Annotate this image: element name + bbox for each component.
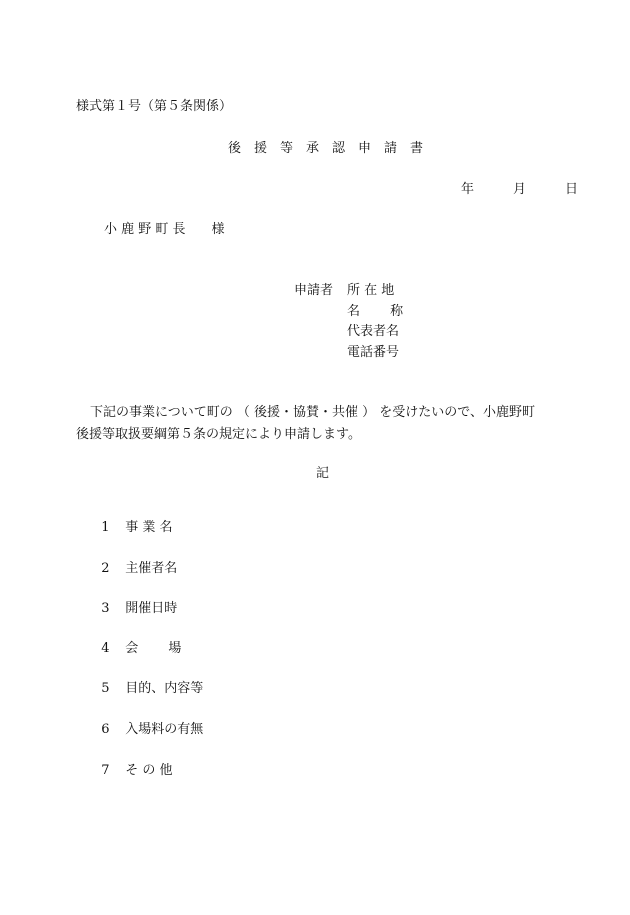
item-number: 6 bbox=[101, 722, 110, 737]
item-number: 7 bbox=[101, 763, 110, 778]
item-organizer-name bbox=[93, 549, 177, 575]
item-label: 入場料の有無 bbox=[125, 722, 204, 737]
item-label: 主催者名 bbox=[125, 561, 178, 576]
item-label: 開催日時 bbox=[125, 601, 178, 616]
item-admission-fee bbox=[93, 710, 203, 736]
item-number: 5 bbox=[101, 681, 110, 696]
applicant-address-label: 所 在 地 bbox=[347, 283, 395, 298]
item-label: 事 業 名 bbox=[125, 520, 173, 535]
item-date-time bbox=[93, 589, 177, 615]
applicant-name-label: 名 称 bbox=[347, 304, 404, 319]
date-line: 年 月 日 bbox=[461, 182, 579, 197]
item-event-name bbox=[93, 508, 173, 534]
form-number: 様式第１号（第５条関係） bbox=[76, 99, 233, 114]
item-number: 4 bbox=[101, 641, 110, 656]
item-label: 会 場 bbox=[125, 641, 182, 656]
body-text-line-1: 下記の事業について町の （ 後援・協賛・共催 ） を受けたいので、小鹿野町 bbox=[90, 405, 536, 420]
item-number: 1 bbox=[101, 520, 110, 535]
document-title: 後 援 等 承 認 申 請 書 bbox=[228, 141, 424, 156]
body-text-line-2: 後援等取扱要綱第５条の規定により申請します。 bbox=[76, 427, 361, 442]
ki-heading: 記 bbox=[316, 466, 330, 481]
applicant-phone-label: 電話番号 bbox=[347, 345, 400, 360]
item-number: 3 bbox=[101, 601, 110, 616]
item-purpose-content bbox=[93, 669, 203, 695]
item-label: そ の 他 bbox=[125, 763, 173, 778]
item-other bbox=[93, 751, 173, 777]
item-venue bbox=[93, 629, 181, 655]
item-number: 2 bbox=[101, 561, 110, 576]
addressee: 小 鹿 野 町 長 様 bbox=[104, 222, 225, 237]
item-label: 目的、内容等 bbox=[125, 681, 204, 696]
applicant-representative-label: 代表者名 bbox=[347, 324, 400, 339]
applicant-label: 申請者 bbox=[294, 283, 334, 298]
